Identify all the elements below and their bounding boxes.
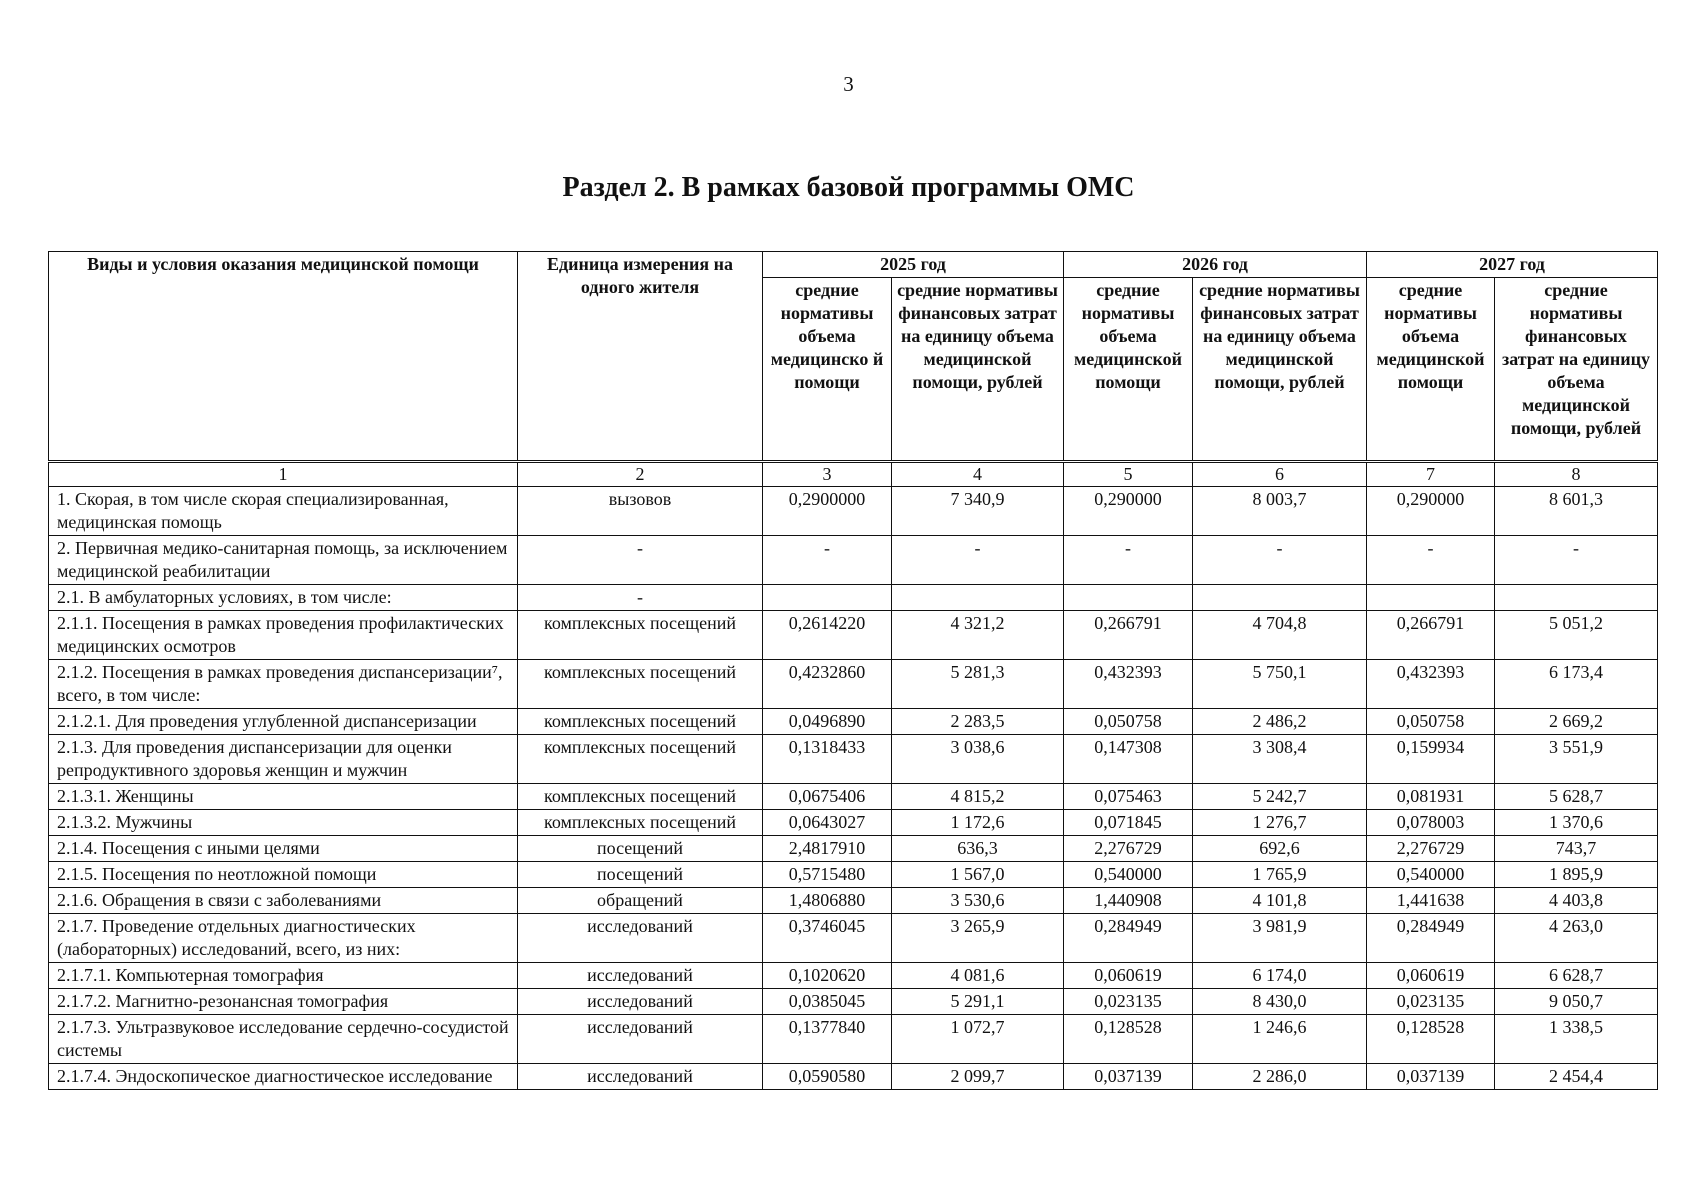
- column-number: 5: [1064, 462, 1193, 487]
- row-cost-value: 4 403,8: [1495, 888, 1658, 914]
- row-cost-value: 8 003,7: [1193, 487, 1367, 536]
- row-volume-value: 0,081931: [1367, 784, 1495, 810]
- row-unit: комплексных посещений: [518, 784, 763, 810]
- row-cost-value: [892, 585, 1064, 611]
- row-cost-value: -: [1193, 536, 1367, 585]
- subheader-volume-2026: средние нормативы объема медицинской помощи: [1064, 278, 1193, 462]
- row-cost-value: 6 628,7: [1495, 963, 1658, 989]
- row-volume-value: 0,0590580: [763, 1064, 892, 1090]
- row-volume-value: 0,128528: [1367, 1015, 1495, 1064]
- table-row: [49, 487, 1658, 536]
- row-unit: исследований: [518, 914, 763, 963]
- table-row: [49, 709, 1658, 735]
- row-cost-value: 2 283,5: [892, 709, 1064, 735]
- row-unit: исследований: [518, 989, 763, 1015]
- row-unit: посещений: [518, 862, 763, 888]
- row-unit: исследований: [518, 963, 763, 989]
- subheader-volume-2025: средние нормативы объема медицинско й помощи: [763, 278, 892, 462]
- table-row: [49, 660, 1658, 709]
- table-row: [49, 1015, 1658, 1064]
- row-cost-value: -: [892, 536, 1064, 585]
- column-number: 3: [763, 462, 892, 487]
- row-volume-value: 0,023135: [1064, 989, 1193, 1015]
- row-volume-value: 0,540000: [1367, 862, 1495, 888]
- row-volume-value: 0,0496890: [763, 709, 892, 735]
- row-volume-value: 0,060619: [1064, 963, 1193, 989]
- row-volume-value: 2,276729: [1064, 836, 1193, 862]
- row-care-type: 2.1.7.2. Магнитно-резонансная томография: [49, 989, 518, 1015]
- subheader-cost-2025: средние нормативы финансовых затрат на единицу объема медицинской помощи, рублей: [892, 278, 1064, 462]
- row-cost-value: 636,3: [892, 836, 1064, 862]
- row-cost-value: 1 276,7: [1193, 810, 1367, 836]
- row-volume-value: 0,5715480: [763, 862, 892, 888]
- row-volume-value: 2,276729: [1367, 836, 1495, 862]
- row-volume-value: 0,284949: [1064, 914, 1193, 963]
- row-cost-value: 3 038,6: [892, 735, 1064, 784]
- row-volume-value: 0,1020620: [763, 963, 892, 989]
- row-volume-value: 0,147308: [1064, 735, 1193, 784]
- row-unit: комплексных посещений: [518, 735, 763, 784]
- row-cost-value: 2 099,7: [892, 1064, 1064, 1090]
- row-volume-value: -: [1064, 536, 1193, 585]
- header-care-type: Виды и условия оказания медицинской помощи: [49, 252, 518, 462]
- row-cost-value: -: [1495, 536, 1658, 585]
- row-cost-value: 7 340,9: [892, 487, 1064, 536]
- row-volume-value: 0,4232860: [763, 660, 892, 709]
- row-volume-value: 0,050758: [1064, 709, 1193, 735]
- table-row: [49, 784, 1658, 810]
- row-cost-value: 5 628,7: [1495, 784, 1658, 810]
- row-volume-value: 0,432393: [1367, 660, 1495, 709]
- row-volume-value: 1,4806880: [763, 888, 892, 914]
- column-numbers-row: [49, 462, 1658, 487]
- row-care-type: 2.1.2.1. Для проведения углубленной диспансеризации: [49, 709, 518, 735]
- row-care-type: 2.1.6. Обращения в связи с заболеваниями: [49, 888, 518, 914]
- row-volume-value: 0,078003: [1367, 810, 1495, 836]
- row-volume-value: 0,0643027: [763, 810, 892, 836]
- row-volume-value: 0,075463: [1064, 784, 1193, 810]
- row-cost-value: 3 981,9: [1193, 914, 1367, 963]
- header-unit: Единица измерения на одного жителя: [518, 252, 763, 462]
- row-cost-value: [1495, 585, 1658, 611]
- row-volume-value: 1,440908: [1064, 888, 1193, 914]
- row-unit: обращений: [518, 888, 763, 914]
- row-care-type: 2.1.7.3. Ультразвуковое исследование сердечно-сосудистой системы: [49, 1015, 518, 1064]
- row-unit: -: [518, 585, 763, 611]
- table-row: [49, 989, 1658, 1015]
- row-volume-value: 0,1318433: [763, 735, 892, 784]
- row-cost-value: 2 454,4: [1495, 1064, 1658, 1090]
- table-row: [49, 585, 1658, 611]
- row-volume-value: 0,0385045: [763, 989, 892, 1015]
- row-cost-value: 9 050,7: [1495, 989, 1658, 1015]
- table-body: [49, 462, 1658, 1090]
- table-row: [49, 536, 1658, 585]
- row-cost-value: 4 815,2: [892, 784, 1064, 810]
- table-row: [49, 836, 1658, 862]
- row-cost-value: 1 895,9: [1495, 862, 1658, 888]
- row-cost-value: 1 765,9: [1193, 862, 1367, 888]
- row-volume-value: [1367, 585, 1495, 611]
- subheader-volume-2027: средние нормативы объема медицинской помощи: [1367, 278, 1495, 462]
- row-volume-value: 2,4817910: [763, 836, 892, 862]
- table-row: [49, 914, 1658, 963]
- row-cost-value: 2 486,2: [1193, 709, 1367, 735]
- row-care-type: 2.1.3.2. Мужчины: [49, 810, 518, 836]
- row-cost-value: 4 704,8: [1193, 611, 1367, 660]
- row-cost-value: 1 338,5: [1495, 1015, 1658, 1064]
- row-care-type: 2.1.7. Проведение отдельных диагностических (лабораторных) исследований, всего, из них:: [49, 914, 518, 963]
- row-care-type: 2.1.3. Для проведения диспансеризации для оценки репродуктивного здоровья женщин и мужчин: [49, 735, 518, 784]
- subheader-cost-2026: средние нормативы финансовых затрат на единицу объема медицинской помощи, рублей: [1193, 278, 1367, 462]
- header-year-2025: 2025 год: [763, 252, 1064, 278]
- row-cost-value: 692,6: [1193, 836, 1367, 862]
- section-title: Раздел 2. В рамках базовой программы ОМС: [562, 172, 1135, 203]
- table-row: [49, 611, 1658, 660]
- column-number: 4: [892, 462, 1064, 487]
- row-care-type: 2.1.2. Посещения в рамках проведения диспансеризации⁷, всего, в том числе:: [49, 660, 518, 709]
- row-care-type: 2.1. В амбулаторных условиях, в том числе:: [49, 585, 518, 611]
- table-row: [49, 963, 1658, 989]
- row-care-type: 2.1.1. Посещения в рамках проведения профилактических медицинских осмотров: [49, 611, 518, 660]
- row-cost-value: [1193, 585, 1367, 611]
- row-cost-value: 1 072,7: [892, 1015, 1064, 1064]
- row-volume-value: 0,290000: [1064, 487, 1193, 536]
- row-unit: комплексных посещений: [518, 611, 763, 660]
- row-unit: посещений: [518, 836, 763, 862]
- row-cost-value: 5 750,1: [1193, 660, 1367, 709]
- row-cost-value: 8 601,3: [1495, 487, 1658, 536]
- norms-table: [48, 251, 1658, 1090]
- row-volume-value: 0,060619: [1367, 963, 1495, 989]
- row-volume-value: 0,266791: [1064, 611, 1193, 660]
- row-cost-value: 3 265,9: [892, 914, 1064, 963]
- row-cost-value: 5 291,1: [892, 989, 1064, 1015]
- row-cost-value: 3 530,6: [892, 888, 1064, 914]
- row-volume-value: 0,037139: [1367, 1064, 1495, 1090]
- row-cost-value: 1 172,6: [892, 810, 1064, 836]
- row-volume-value: 0,128528: [1064, 1015, 1193, 1064]
- table-header: [49, 252, 1658, 462]
- row-unit: комплексных посещений: [518, 660, 763, 709]
- row-volume-value: 0,071845: [1064, 810, 1193, 836]
- row-unit: исследований: [518, 1015, 763, 1064]
- row-volume-value: 0,037139: [1064, 1064, 1193, 1090]
- row-volume-value: 0,290000: [1367, 487, 1495, 536]
- page-number: 3: [843, 72, 854, 96]
- row-volume-value: [1064, 585, 1193, 611]
- row-cost-value: 2 669,2: [1495, 709, 1658, 735]
- row-care-type: 2. Первичная медико-санитарная помощь, за исключением медицинской реабилитации: [49, 536, 518, 585]
- row-volume-value: 0,540000: [1064, 862, 1193, 888]
- row-care-type: 1. Скорая, в том числе скорая специализированная, медицинская помощь: [49, 487, 518, 536]
- table-row: [49, 1064, 1658, 1090]
- column-number: 6: [1193, 462, 1367, 487]
- row-cost-value: 4 263,0: [1495, 914, 1658, 963]
- row-unit: вызовов: [518, 487, 763, 536]
- table-row: [49, 735, 1658, 784]
- column-number: 7: [1367, 462, 1495, 487]
- row-volume-value: 0,266791: [1367, 611, 1495, 660]
- column-number: 1: [49, 462, 518, 487]
- row-cost-value: 4 081,6: [892, 963, 1064, 989]
- row-cost-value: 2 286,0: [1193, 1064, 1367, 1090]
- row-volume-value: 0,2614220: [763, 611, 892, 660]
- header-year-2026: 2026 год: [1064, 252, 1367, 278]
- row-volume-value: 0,159934: [1367, 735, 1495, 784]
- row-care-type: 2.1.5. Посещения по неотложной помощи: [49, 862, 518, 888]
- row-cost-value: 5 051,2: [1495, 611, 1658, 660]
- row-volume-value: -: [763, 536, 892, 585]
- row-care-type: 2.1.7.4. Эндоскопическое диагностическое исследование: [49, 1064, 518, 1090]
- row-volume-value: -: [1367, 536, 1495, 585]
- row-cost-value: 6 174,0: [1193, 963, 1367, 989]
- row-volume-value: 1,441638: [1367, 888, 1495, 914]
- row-cost-value: 8 430,0: [1193, 989, 1367, 1015]
- table-row: [49, 810, 1658, 836]
- row-care-type: 2.1.3.1. Женщины: [49, 784, 518, 810]
- row-cost-value: 6 173,4: [1495, 660, 1658, 709]
- row-care-type: 2.1.4. Посещения с иными целями: [49, 836, 518, 862]
- subheader-cost-2027: средние нормативы финансовых затрат на единицу объема медицинской помощи, рублей: [1495, 278, 1658, 462]
- header-year-2027: 2027 год: [1367, 252, 1658, 278]
- column-number: 8: [1495, 462, 1658, 487]
- row-cost-value: 5 242,7: [1193, 784, 1367, 810]
- row-volume-value: 0,050758: [1367, 709, 1495, 735]
- row-unit: исследований: [518, 1064, 763, 1090]
- row-volume-value: 0,1377840: [763, 1015, 892, 1064]
- row-unit: комплексных посещений: [518, 709, 763, 735]
- row-cost-value: 4 101,8: [1193, 888, 1367, 914]
- row-unit: -: [518, 536, 763, 585]
- row-cost-value: 1 567,0: [892, 862, 1064, 888]
- column-number: 2: [518, 462, 763, 487]
- row-volume-value: 0,0675406: [763, 784, 892, 810]
- row-unit: комплексных посещений: [518, 810, 763, 836]
- row-cost-value: 3 551,9: [1495, 735, 1658, 784]
- row-volume-value: 0,2900000: [763, 487, 892, 536]
- row-cost-value: 5 281,3: [892, 660, 1064, 709]
- row-cost-value: 3 308,4: [1193, 735, 1367, 784]
- row-volume-value: 0,284949: [1367, 914, 1495, 963]
- row-volume-value: 0,023135: [1367, 989, 1495, 1015]
- row-cost-value: 1 246,6: [1193, 1015, 1367, 1064]
- table-row: [49, 862, 1658, 888]
- row-volume-value: 0,3746045: [763, 914, 892, 963]
- table-row: [49, 888, 1658, 914]
- row-volume-value: [763, 585, 892, 611]
- row-cost-value: 743,7: [1495, 836, 1658, 862]
- row-care-type: 2.1.7.1. Компьютерная томография: [49, 963, 518, 989]
- row-cost-value: 4 321,2: [892, 611, 1064, 660]
- row-cost-value: 1 370,6: [1495, 810, 1658, 836]
- row-volume-value: 0,432393: [1064, 660, 1193, 709]
